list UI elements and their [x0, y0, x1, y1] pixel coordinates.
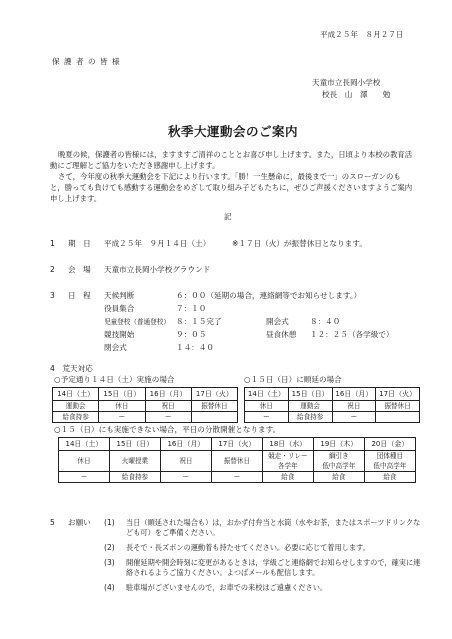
case-c-table — [58, 437, 416, 483]
case-b-cell: 運動会 — [288, 401, 332, 412]
case-b-cell: ー — [245, 412, 289, 423]
case-c-cell: 祝日 — [160, 451, 211, 472]
schedule-item-name: 競技開始 — [104, 330, 135, 339]
case-a-cell: ー — [99, 412, 145, 423]
case-b-cell: 給食持参 — [288, 412, 332, 423]
case-b-title: ○１５日（日）に順延の場合 — [244, 375, 342, 384]
intro-paragraph-1: 晩夏の候，保護者の皆様には，ますますご清祥のこととお喜び申し上げます。また，日頃より本校の教育活動にご理解とご協力をいただき感謝申し上げます。 — [50, 150, 413, 170]
case-c-cell: 給食 — [262, 472, 313, 483]
case-b-cell: 振替休日 — [376, 401, 420, 412]
schedule-item-name: 開会式 — [266, 317, 289, 326]
case-a-cell: 振替休日 — [191, 401, 237, 412]
schedule-item-name: 閉会式 — [104, 343, 127, 352]
schedule-item-time: １２：２５（各学級で） — [310, 330, 394, 339]
case-c-cell: 火曜授業 — [109, 451, 160, 472]
case-a-cell: ー — [145, 412, 191, 423]
note-number: (2) — [104, 543, 115, 552]
case-c-cell: 競走・リレー — [262, 451, 313, 462]
schedule-item-time: １４：４０ — [176, 343, 214, 352]
event-date: 平成２５年 ９月１４日（土） — [104, 239, 211, 248]
case-b-header: 16日（月） — [332, 388, 376, 401]
note-number: (3) — [104, 558, 115, 567]
case-c-header: 14日（土） — [59, 438, 110, 451]
case-c-cell: 団体種目 — [364, 451, 415, 462]
case-c-cell: ー — [160, 472, 211, 483]
item-number-5: 5 — [50, 518, 55, 527]
case-a-header: 16日（月） — [145, 388, 191, 401]
case-c-cell: 休日 — [59, 451, 110, 472]
case-c-header: 15日（日） — [109, 438, 160, 451]
case-a-cell: 運動会 — [53, 401, 99, 412]
schedule-item-time: ９：０５ — [176, 330, 207, 339]
case-c-cell: 振替休日 — [211, 451, 262, 472]
intro-paragraph-2: さて，今年度の秋季大運動会を下記により行います。「勝！一生懸命に，最後まで一」のスローガンのもと，勝っても負けても感動する運動会をめざして取り組み子どもたちに，ぜひご声援くださいますようご案内申し上げます。 — [50, 172, 413, 203]
case-a-cell: 祝日 — [145, 401, 191, 412]
principal-name: 校長 山 澤 勉 — [322, 90, 391, 99]
note-number: (1) — [104, 518, 115, 527]
case-c-cell: ー — [211, 472, 262, 483]
schedule-item-name: 児童登校（普通登校） — [104, 318, 170, 326]
case-a-header: 15日（日） — [99, 388, 145, 401]
case-b-cell: 休日 — [245, 401, 289, 412]
case-c-cell: 給食 — [364, 472, 415, 483]
case-c-header: 16日（月） — [160, 438, 211, 451]
case-b-cell: 祝日 — [332, 401, 376, 412]
schedule-item-name: 役員集合 — [104, 304, 135, 313]
case-b-header: 17日（火） — [376, 388, 420, 401]
schedule-item-time: ８：４０ — [310, 317, 341, 326]
case-a-cell — [191, 412, 237, 423]
note-text: 開催延期や開会時刻に変更があるときは，学級ごと連絡網でお知らせしますので，確実に連絡されるようご協力ください。よつばメールも配信します。 — [126, 558, 421, 577]
case-c-cell: 給食持参 — [109, 472, 160, 483]
document-title: 秋季大運動会のご案内 — [168, 124, 299, 139]
case-b-cell — [376, 412, 420, 423]
case-c-cell: 綱引き — [313, 451, 364, 462]
schedule-label: 日 程 — [68, 291, 91, 300]
case-c-cell: 低中高学年 — [364, 461, 415, 472]
schedule-item-time: ８：１５完了 — [176, 317, 222, 326]
item-number-1: 1 — [50, 239, 55, 248]
venue-value: 天童市立長岡小学校グラウンド — [104, 265, 211, 274]
case-a-table — [52, 387, 238, 423]
case-c-title: ○１５（日）にも実施できない場合，平日の分散開催となります。 — [54, 425, 281, 434]
note-text: 当日（順延された場合も）は，おかず付弁当と水筒（水やお茶，またはスポーツドリンクなども可）をご準備ください。 — [126, 518, 421, 537]
schedule-item-time: ７：１０ — [176, 304, 207, 313]
case-a-header: 17日（火） — [191, 388, 237, 401]
document-date: 平成２５年 ８月２７日 — [320, 30, 404, 39]
weather-heading: 4 荒天対応 — [50, 364, 93, 373]
case-c-cell: 各学年 — [262, 461, 313, 472]
school-name: 天童市立長岡小学校 — [312, 78, 381, 87]
note-text: 駐車場がございませんので，お車での来校はご遠慮ください。 — [126, 583, 328, 592]
item-number-2: 2 — [50, 265, 55, 274]
case-c-cell: ー — [59, 472, 110, 483]
case-a-cell: 給食持参 — [53, 412, 99, 423]
case-c-cell: 給食 — [313, 472, 364, 483]
note-text: 長そで・長ズボンの運動着も持たせてください。必要に応じて着用します。 — [126, 543, 370, 552]
addressee: 保 護 者 の 皆 様 — [52, 57, 121, 66]
case-c-cell: 低中高学年 — [313, 461, 364, 472]
case-b-table — [244, 387, 420, 423]
venue-label: 会 場 — [68, 265, 91, 274]
notes-label: お願い — [68, 518, 91, 527]
case-c-header: 17日（火） — [211, 438, 262, 451]
case-b-header: 14日（土） — [245, 388, 289, 401]
case-b-header: 15日（日） — [288, 388, 332, 401]
case-c-header: 19日（木） — [313, 438, 364, 451]
ki-mark: 記 — [224, 212, 232, 221]
case-b-cell: ー — [332, 412, 376, 423]
schedule-item-time: ６：００（延期の場合，連絡網等でお知らせします。） — [176, 291, 362, 300]
case-c-header: 18日（水） — [262, 438, 313, 451]
case-c-header: 20日（金） — [364, 438, 415, 451]
note-number: (4) — [104, 583, 115, 592]
date-label: 期 日 — [68, 239, 91, 248]
case-a-header: 14日（土） — [53, 388, 99, 401]
item-number-3: 3 — [50, 291, 55, 300]
schedule-item-name: 昼食休憩 — [266, 330, 297, 339]
case-a-title: ○予定通り１４日（土）実施の場合 — [54, 375, 175, 384]
case-a-cell: 休日 — [99, 401, 145, 412]
holiday-note: ※１７日（火）が振替休日となります。 — [232, 239, 367, 248]
schedule-item-name: 天候判断 — [104, 291, 135, 300]
